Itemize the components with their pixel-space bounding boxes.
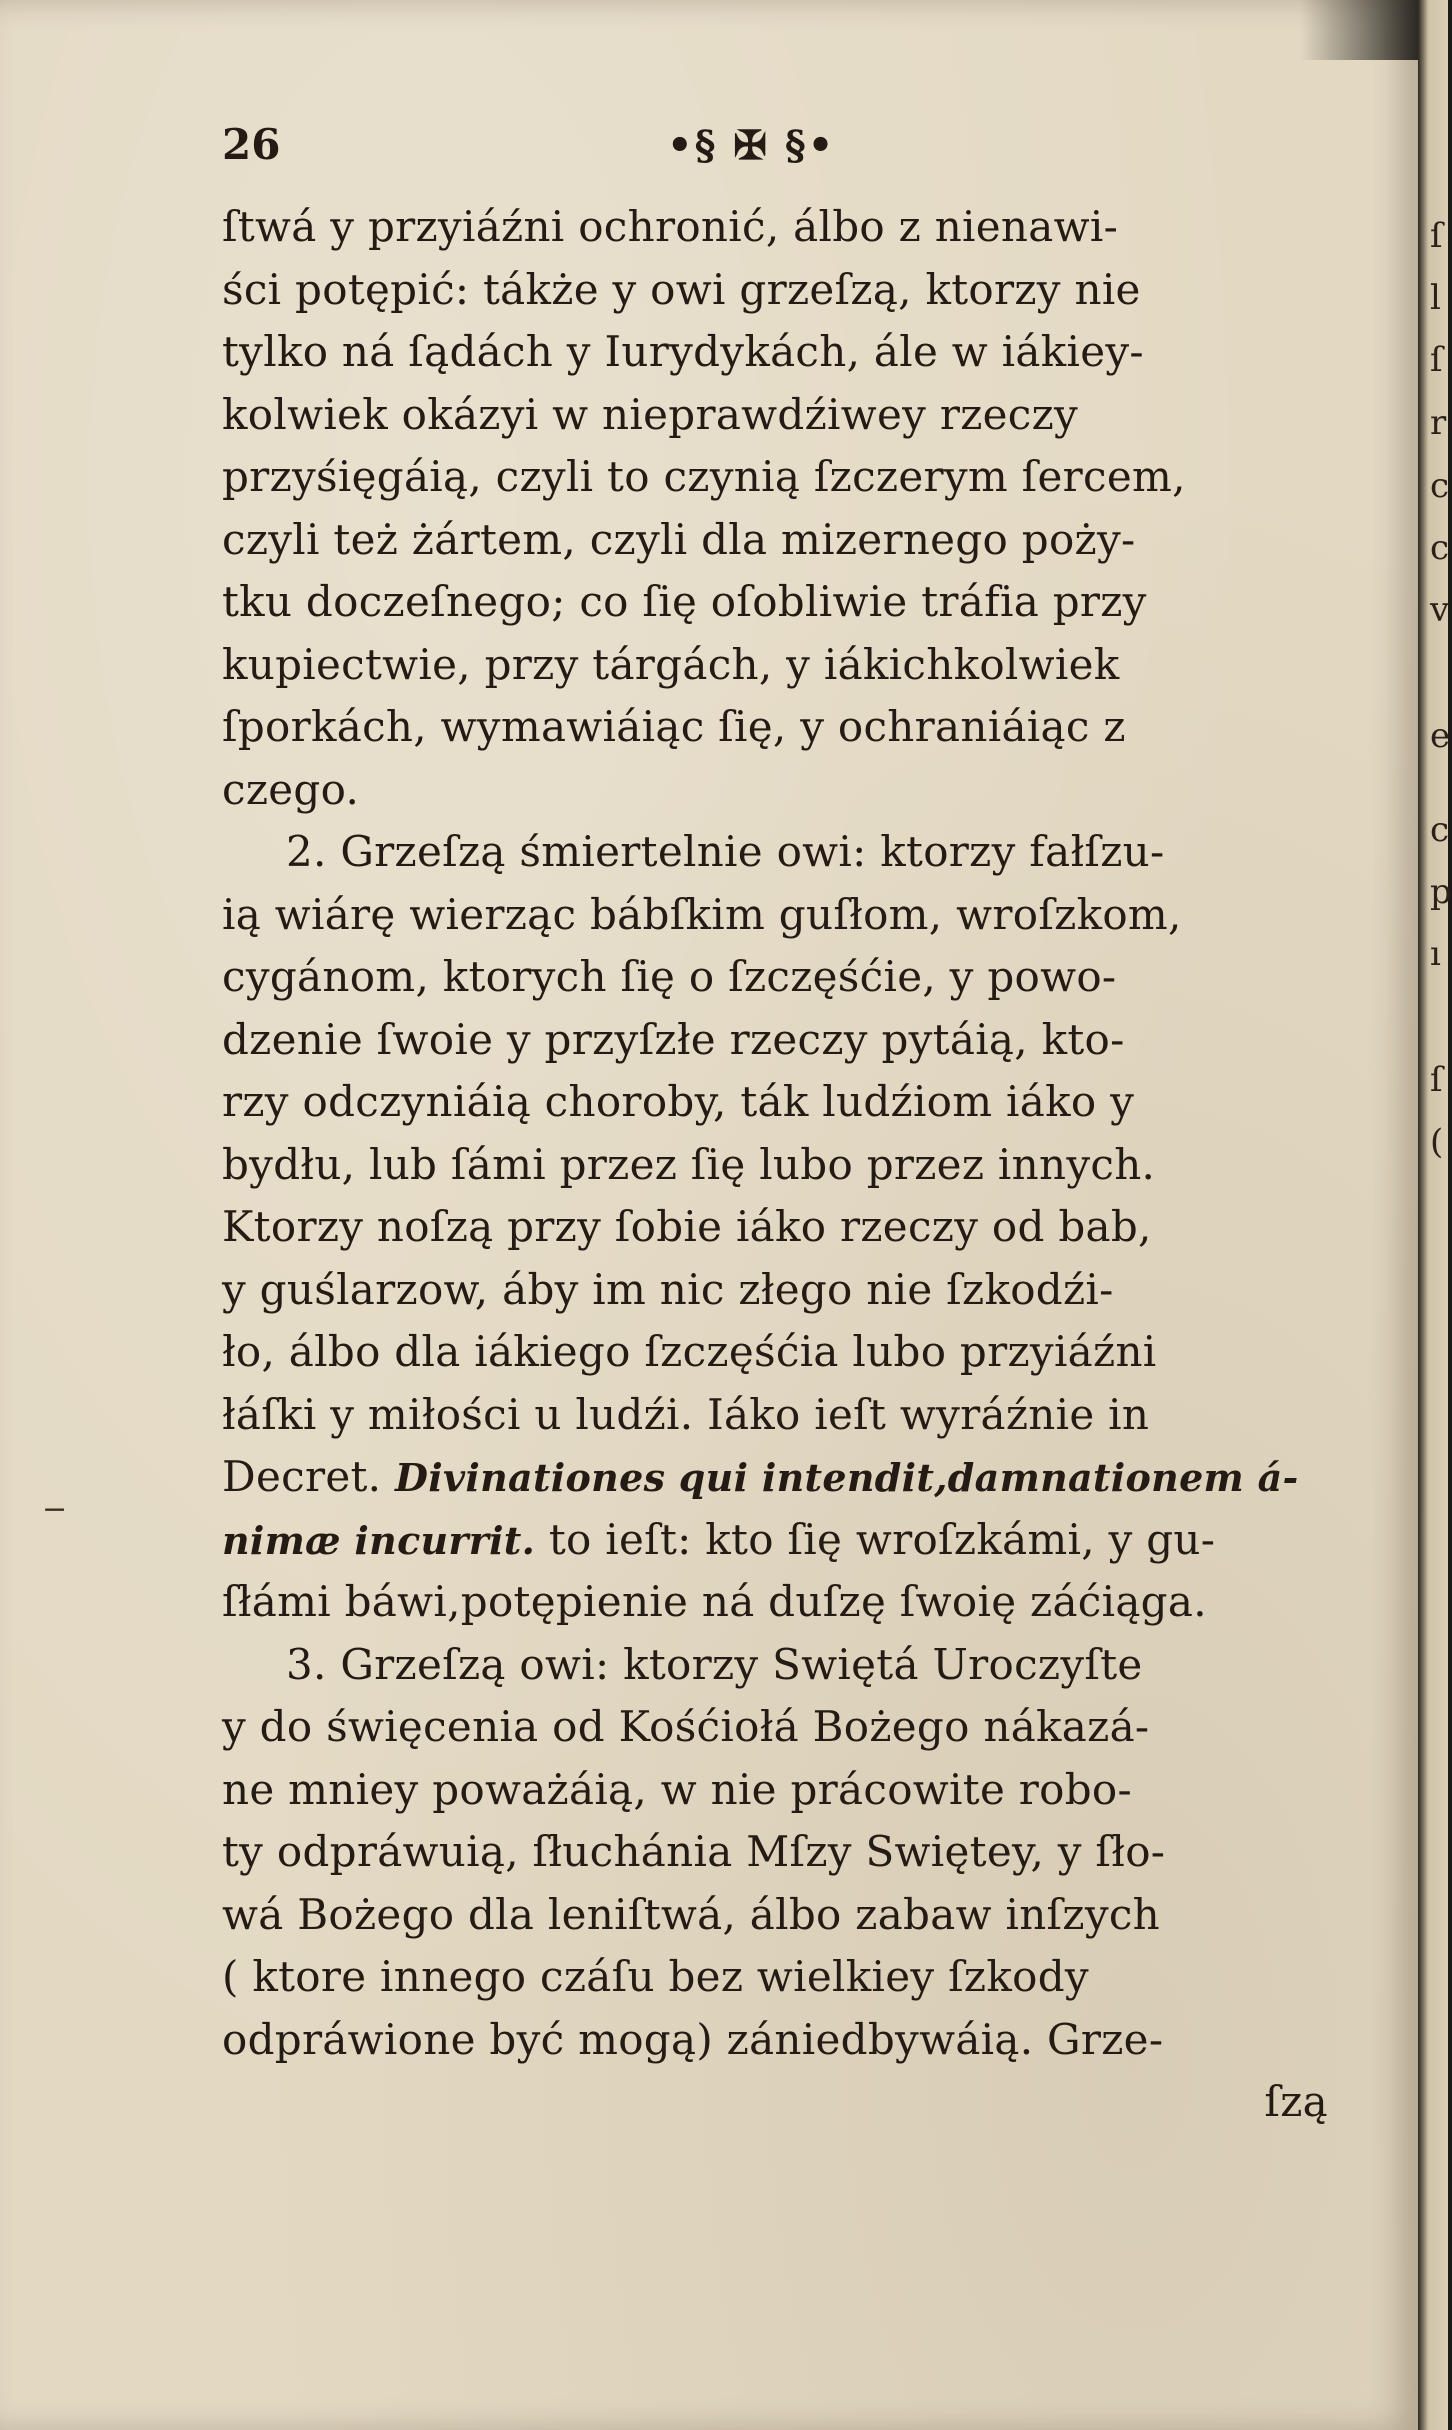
text-line: ſłámi báwi,potępienie ná duſzę ſwoię záćiąga. <box>222 1577 1207 1626</box>
catchword: ſzą <box>1264 2077 1328 2126</box>
edge-letter: ſ <box>1430 340 1443 380</box>
text-line: y guślarzow, áby im nic złego nie ſzkodźi- <box>222 1264 1114 1314</box>
edge-letter: p <box>1430 872 1452 912</box>
text-line: tylko ná ſądách y Iurydykách, ále w iákiey- <box>222 327 1144 376</box>
edge-letter: e <box>1430 716 1451 756</box>
margin-mark: − <box>42 1492 68 1527</box>
text-translation: to ieſt: kto ſię wroſzkámi, y gu- <box>548 1514 1216 1564</box>
edge-letter: c <box>1430 528 1450 568</box>
edge-letter: l <box>1430 278 1441 318</box>
text-line: 2. Grzeſzą śmiertelnie owi: ktorzy fałſzu- <box>286 827 1165 876</box>
adjacent-page-edge <box>1418 0 1452 2430</box>
text-line: tku doczeſnego; co ſię oſobliwie tráfia przy <box>222 577 1147 626</box>
text-line: ne mniey poważáią, w nie prácowite robo- <box>222 1764 1132 1814</box>
text-line: przyśięgáią, czyli to czynią ſzczerym ſercem, <box>222 452 1186 501</box>
text-line: łáſki y miłości u ludźi. Iáko ieſt wyráźnie in <box>222 1389 1150 1439</box>
text-line: rzy odczyniáią choroby, ták ludźiom iáko y <box>222 1077 1135 1126</box>
text-line: y do święcenia od Kośćiołá Bożego nákazá- <box>222 1702 1150 1751</box>
edge-letter: ı <box>1430 934 1441 974</box>
text-line: kupiectwie, przy tárgách, y iákichkolwiek <box>222 639 1120 689</box>
edge-letter: c <box>1430 810 1450 850</box>
text-line: ło, álbo dla iákiego ſzczęśćia lubo przyiáźni <box>222 1327 1157 1376</box>
edge-letter: ſ <box>1430 1060 1443 1100</box>
body-text <box>222 196 1398 2134</box>
text-line: cygánom, ktorych ſię o ſzczęśćie, y powo- <box>222 952 1117 1001</box>
edge-letter: c <box>1430 466 1450 506</box>
header-ornament: •§ ✠ §• <box>667 122 836 169</box>
text-line-latin <box>222 1446 1398 1509</box>
edge-letter: ( <box>1430 1122 1444 1162</box>
text-line: dzenie ſwoie y przyſzłe rzeczy pytáią, kto- <box>222 1014 1125 1064</box>
text-line: ią wiárę wierząc bábſkim guſłom, wroſzkom, <box>222 889 1182 939</box>
latin-quote-end: nimæ incurrit. <box>222 1517 536 1563</box>
text-line-latin <box>222 1509 1398 1572</box>
text-line: odpráwione być mogą) zániedbywáią. Grze- <box>222 2014 1164 2064</box>
text-line: ſporkách, wymawiáiąc ſię, y ochraniáiąc z <box>222 702 1126 751</box>
text-line: czego. <box>222 764 360 814</box>
text-line: kolwiek okázyi w nieprawdźiwey rzeczy <box>222 389 1079 439</box>
text-line: Ktorzy noſzą przy ſobie iáko rzeczy od bab, <box>222 1202 1152 1251</box>
text-decret: Decret. <box>222 1452 382 1501</box>
page-number: 26 <box>222 120 281 169</box>
edge-letter: ſ <box>1430 216 1443 256</box>
text-line: ty odpráwuią, ſłuchánia Mſzy Swiętey, y ſło- <box>222 1827 1166 1876</box>
text-line: 3. Grzeſzą owi: ktorzy Swiętá Uroczyſte <box>286 1639 1143 1689</box>
latin-quote: Divinationes qui intendit,damnationem á- <box>394 1455 1299 1500</box>
text-line: ( ktore innego czáſu bez wielkiey ſzkody <box>222 1952 1089 2001</box>
page-header <box>222 112 1372 192</box>
edge-letter: r <box>1430 403 1447 443</box>
text-line: wá Bożego dla leniſtwá, álbo zabaw inſzych <box>222 1889 1161 1939</box>
text-line: czyli też żártem, czyli dla mizernego poży- <box>222 514 1136 564</box>
text-line: ſtwá y przyiáźni ochronić, álbo z nienawi- <box>222 202 1119 251</box>
edge-letter: v <box>1430 590 1450 630</box>
text-line: bydłu, lub ſámi przez ſię lubo przez innych. <box>222 1139 1156 1189</box>
text-line: ści potępić: tákże y owi grzeſzą, ktorzy nie <box>222 264 1141 314</box>
page-corner-shadow <box>1300 0 1418 60</box>
